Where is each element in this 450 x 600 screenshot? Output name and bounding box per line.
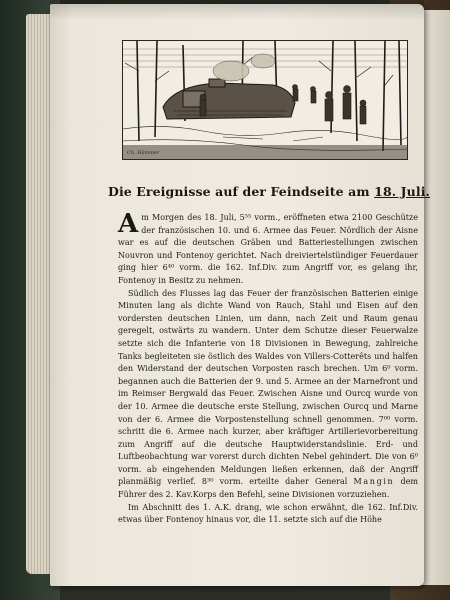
battle-illustration: [122, 40, 408, 160]
paragraph-1: [118, 209, 418, 288]
paragraph-3-text: Im Abschnitt des 1. A.K. drang, wie schon erwähnt, die 162. Inf.Div. etwas über Fontenoy hinaus vor, die 11. setzte sich auf die Höhe: [118, 502, 418, 525]
chapter-title-date: 18. Juli.: [374, 184, 430, 199]
paragraph-2-text: Südlich des Flusses lag das Feuer der französischen Batterien einige Minuten lang als dichte Wand von Rauch, Stahl und Eisen auf den vordersten deutschen Linien, um dann, nach Zeit und Raum genau geregelt, ostwärts zu wandern. Unter dem Schutze dieser Feuerwalze setzte sich die Infanterie von 18 Divisionen in Bewegung, zahlreiche Tanks begleiteten sie östlich des Waldes von Villers-Cotterêts und halfen den Widerstand der deutschen Vorposten rasch brechen. Um 6⁰ vorm. begannen auch die Batterien der 9. und 5. Armee an der Marnefront und im Reimser Bergwald das Feuer. Zwischen Aisne und Ourcq wurde von der 10. Armee die deutsche erste Stellung, zwischen Ourcq und Marne von der 6. Armee die Vorpostenstellung schnell genommen. 7⁰⁰ vorm. schritt die 6. Armee nach kurzer, aber kräftiger Artillerievorbereitung zum Angriff auf die deutsche Hauptwiderstandslinie. Erd- und Luftbeobachtung war vorerst durch dichten Nebel gehindert. Die von 6⁰ vorm. ab eingehenden Meldungen ließen erkennen, daß der Angriff planmäßig verlief. 8³⁰ vorm. erteilte daher General: [118, 288, 418, 487]
body-text: [118, 209, 418, 527]
chapter-title: [108, 184, 430, 199]
chapter-title-main: Die Ereignisse auf der Feindseite am: [108, 184, 370, 199]
illustration-drawing: [123, 41, 407, 159]
facing-page-edge: [420, 10, 450, 585]
paragraph-2: [118, 288, 418, 502]
illustration-signature: Ch. Hämmer: [127, 150, 160, 156]
paragraph-3: [118, 502, 418, 527]
drop-cap: A: [118, 209, 139, 239]
paragraph-2-after: dem Führer des 2. Kav.Korps den Befehl, seine Divisionen vorzuziehen.: [118, 477, 418, 500]
general-name: Mangin: [353, 477, 395, 487]
paragraph-1-text: m Morgen des 18. Juli, 5⁵⁵ vorm., eröffneten etwa 2100 Geschütze der französischen 10. und 6. Armee das Feuer. Nördlich der Aisne war es auf die deutschen Gräben und Batteriestellungen zwischen Nouvron und Fontenoy gerichtet. Nach dreiviertelstündiger Feuerdauer ging hier 6⁴⁰ vorm. die 162. Inf.Div. zum Angriff vor, es gelang ihr, Fontenoy in Besitz zu nehmen.: [118, 213, 418, 285]
